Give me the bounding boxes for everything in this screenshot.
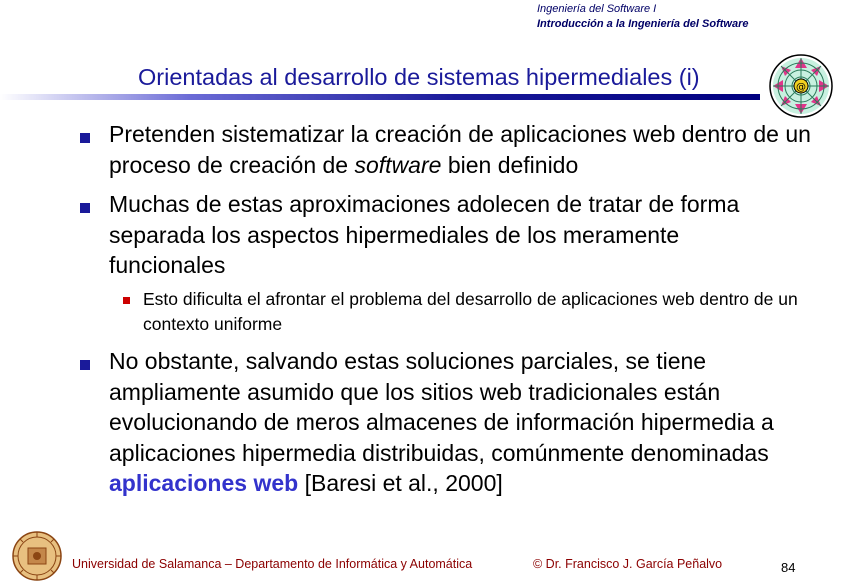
keyword-aplicaciones-web: aplicaciones web bbox=[109, 470, 299, 496]
bullet-marker bbox=[80, 133, 90, 143]
course-name: Ingeniería del Software I bbox=[537, 3, 657, 15]
bullet-marker bbox=[80, 203, 90, 213]
bullet-1-text: Pretenden sistematizar la creación de aplicaciones web dentro de un proceso de creación de software bien definido bbox=[109, 121, 811, 178]
bullet-3-text: No obstante, salvando estas soluciones parciales, se tiene ampliamente asumido que los sitios web tradicionales están evolucionando de meros almacenes de información hipermedia a aplicaciones hipermedia distribuidas, comúnmente denominadas aplicaciones web [Baresi et al., 2000] bbox=[109, 348, 774, 496]
spiderweb-logo-icon bbox=[769, 54, 833, 118]
emphasis-software: software bbox=[354, 151, 442, 178]
sub-bullet-text: Esto dificulta el afrontar el problema del desarrollo de aplicaciones web dentro de un contexto uniforme bbox=[143, 289, 798, 334]
university-seal-icon bbox=[12, 531, 62, 581]
footer-institution: Universidad de Salamanca – Departamento de Informática y Automática bbox=[72, 557, 473, 571]
slide-title: Orientadas al desarrollo de sistemas hipermediales (i) bbox=[138, 64, 700, 90]
page-number: 84 bbox=[781, 560, 796, 575]
title-underline-bar bbox=[0, 94, 760, 100]
svg-text:@: @ bbox=[796, 82, 806, 93]
bullet-marker bbox=[80, 360, 90, 370]
course-header bbox=[537, 2, 749, 32]
bullet-2-text: Muchas de estas aproximaciones adolecen de tratar de forma separada los aspectos hipermediales de los meramente funcionales bbox=[109, 191, 740, 278]
course-subtitle: Introducción a la Ingeniería del Software bbox=[537, 18, 749, 30]
footer-author: © Dr. Francisco J. García Peñalvo bbox=[533, 557, 723, 571]
sub-bullet-marker bbox=[123, 297, 130, 304]
